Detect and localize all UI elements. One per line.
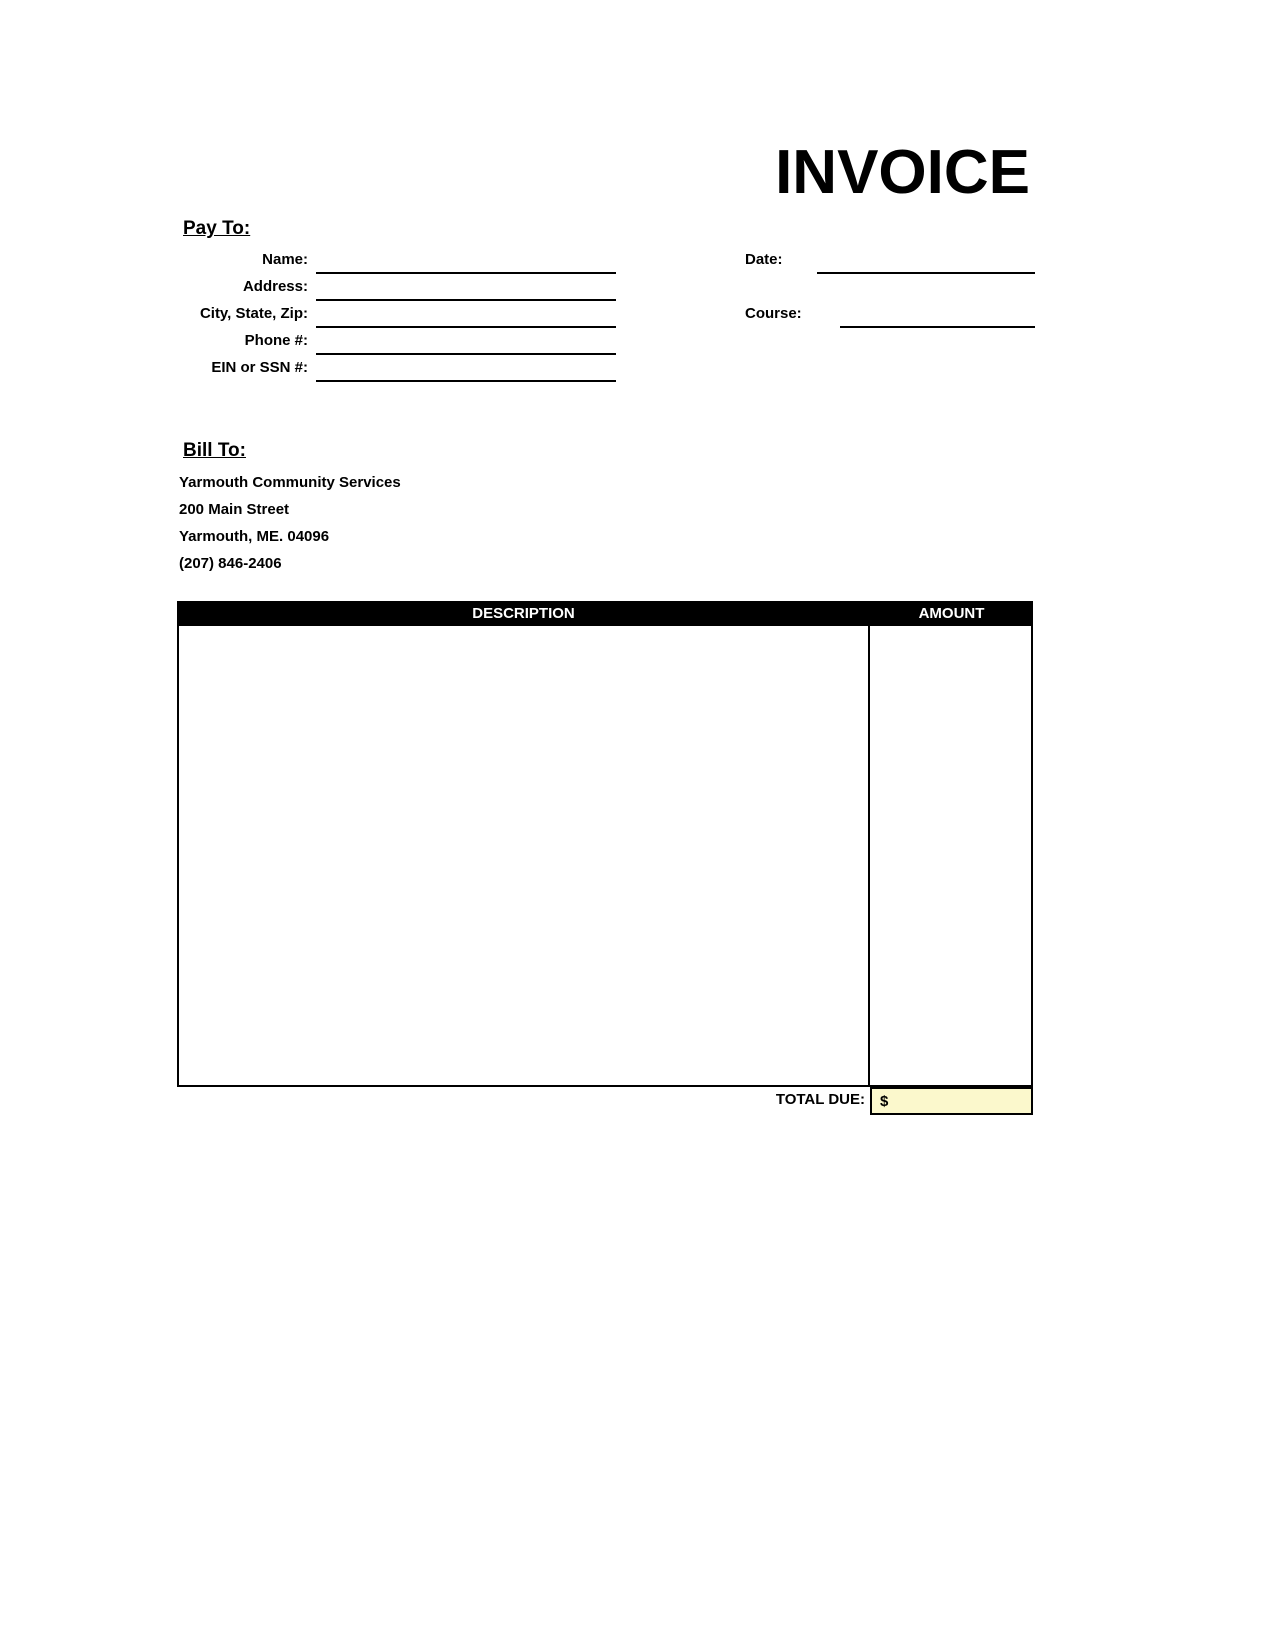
amount-entry-area[interactable]: [870, 626, 1031, 1085]
pay-to-name-label: Name:: [262, 251, 308, 268]
bill-to-line: Yarmouth Community Services: [179, 474, 401, 491]
bill-to-address-block: [179, 469, 401, 577]
pay-to-phone-input[interactable]: [316, 353, 616, 355]
date-input[interactable]: [817, 272, 1035, 274]
pay-to-heading: Pay To:: [183, 218, 251, 239]
bill-to-heading: Bill To:: [183, 440, 246, 461]
total-due-field[interactable]: [870, 1087, 1033, 1115]
pay-to-ein-ssn-label: EIN or SSN #:: [211, 359, 308, 376]
pay-to-city-state-zip-row: [120, 304, 620, 328]
date-label: Date:: [745, 251, 783, 268]
date-row: [745, 250, 1035, 274]
column-header-description: DESCRIPTION: [472, 605, 575, 622]
pay-to-address-row: [120, 277, 620, 301]
course-label: Course:: [745, 305, 802, 322]
table-body: [177, 626, 1033, 1087]
page-title: INVOICE: [775, 138, 1030, 207]
bill-to-line: 200 Main Street: [179, 501, 290, 518]
bill-to-line: (207) 846-2406: [179, 555, 282, 572]
description-entry-area[interactable]: [179, 626, 870, 1085]
course-input[interactable]: [840, 326, 1035, 328]
total-due-row: [177, 1087, 1033, 1115]
pay-to-ein-ssn-row: [120, 358, 620, 382]
bill-to-line: Yarmouth, ME. 04096: [179, 528, 330, 545]
pay-to-city-state-zip-input[interactable]: [316, 326, 616, 328]
pay-to-address-input[interactable]: [316, 299, 616, 301]
course-row: [745, 304, 1035, 328]
line-items-table: [177, 601, 1033, 1087]
pay-to-address-label: Address:: [242, 278, 308, 295]
pay-to-city-state-zip-label: City, State, Zip:: [199, 305, 308, 322]
currency-symbol: $: [880, 1093, 889, 1110]
pay-to-name-row: [120, 250, 620, 274]
pay-to-phone-row: [120, 331, 620, 355]
table-header-row: [177, 601, 1033, 626]
total-due-label: TOTAL DUE:: [775, 1091, 865, 1108]
pay-to-ein-ssn-input[interactable]: [316, 380, 616, 382]
column-header-amount: AMOUNT: [918, 605, 985, 622]
pay-to-name-input[interactable]: [316, 272, 616, 274]
pay-to-phone-label: Phone #:: [244, 332, 308, 349]
